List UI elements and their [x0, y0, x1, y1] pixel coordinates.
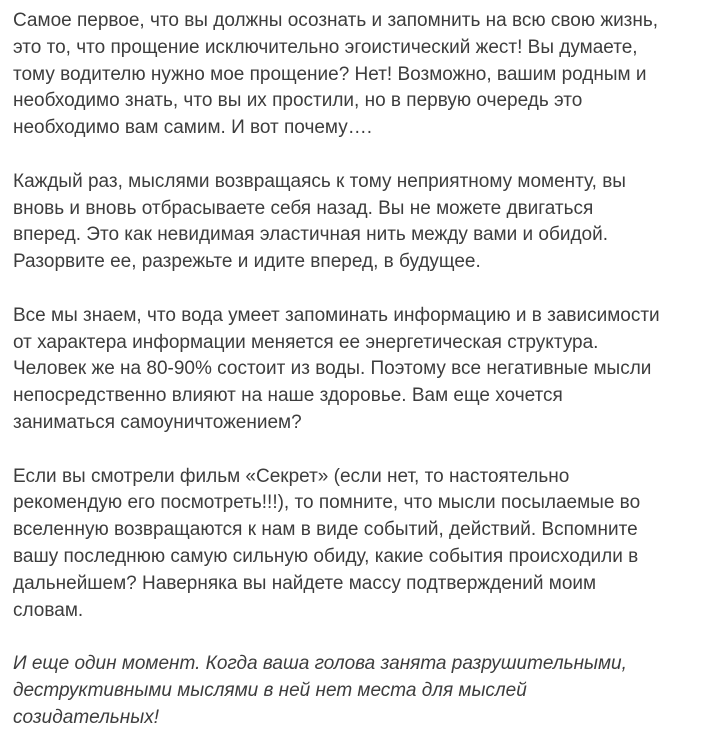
paragraph-thoughts-return: Каждый раз, мыслями возвращаясь к тому неприятному моменту, вы вновь и вновь отбрасываете себя назад. Вы не можете двигаться вперед. Это как невидимая эластичная нить между вами и обидой. Разорвите ее, разрежьте и идите вперед, в будущее. — [13, 170, 626, 273]
paragraph-secret-film: Если вы смотрели фильм «Секрет» (если нет, то настоятельно рекомендую его посмотреть!!!), то помните, что мысли посылаемые во вселенную возвращаются к нам в виде событий, действий. Вспомните вашу последнюю самую сильную обиду, какие события происходили в дальнейшем? Наверняка вы найдете массу подтверждений моим словам. — [13, 465, 641, 621]
paragraph-water-memory: Все мы знаем, что вода умеет запоминать информацию и в зависимости от характера информации меняется ее энергетическая структура. Человек же на 80-90% состоит из воды. Поэтому все негативные мысли непосредственно влияют на наше здоровье. Вам еще хочется заниматься самоуничтожением? — [13, 304, 660, 433]
paragraph-italic-conclusion: И еще один момент. Когда ваша голова занята разрушительными, деструктивными мыслями в ней нет места для мыслей созидательных! — [13, 653, 627, 728]
paragraph-forgiveness-selfish: Самое первое, что вы должны осознать и запомнить на всю свою жизнь, это то, что прощение исключительно эгоистический жест! Вы думаете, тому водителю нужно мое прощение? Нет! Возможно, вашим родным и необходимо знать, что вы их простили, но в первую очередь это необходимо вам самим. И вот почему…. — [13, 10, 659, 139]
